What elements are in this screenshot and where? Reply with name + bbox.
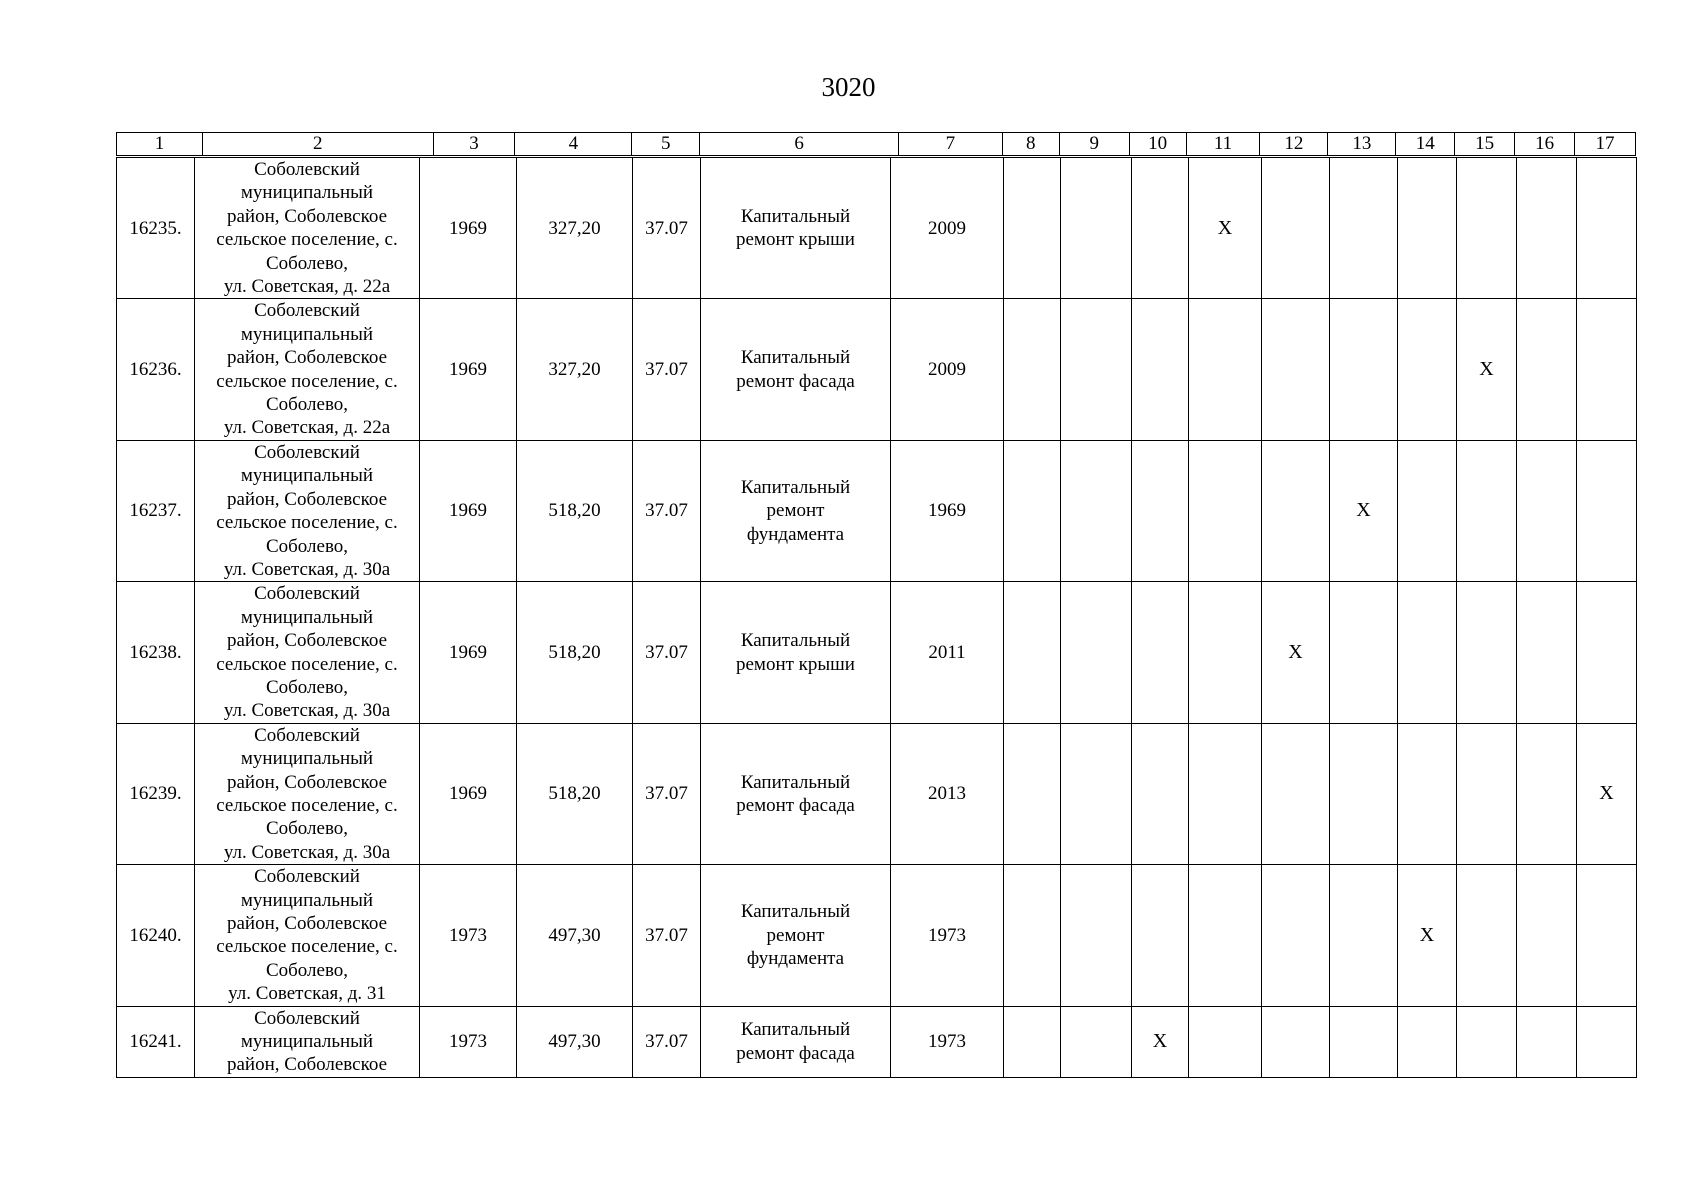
work-type-line: Капитальный [740,901,851,923]
address-line: ул. Советская, д. 22а [223,417,391,439]
area-value: 518,20 [517,440,633,581]
address-line: сельское поселение, с. [216,653,398,675]
mark-cell-col-12 [1262,158,1330,299]
mark-cell-col-11 [1189,1006,1262,1077]
header-cell-11: 11 [1187,133,1261,155]
work-type [701,158,891,299]
mark-cell-col-11 [1189,582,1262,723]
data-table [116,157,1637,1078]
work-type-line: Капитальный [740,771,851,793]
mark-cell-col-14 [1398,1006,1457,1077]
header-cell-13: 13 [1328,133,1396,155]
address-line: муниципальный [240,748,374,770]
address-line: Соболевский [254,159,360,180]
mark-cell-col-10 [1132,158,1189,299]
work-year: 2011 [891,582,1004,723]
table-row [117,723,1637,864]
mark-cell-col-17 [1577,299,1637,440]
work-type-line: ремонт крыши [736,229,855,251]
header-cell-4: 4 [515,133,632,155]
mark-cell-col-15 [1457,158,1517,299]
work-type [701,1006,891,1077]
mark-cell-col-17 [1577,582,1637,723]
mark-cell-col-11 [1189,299,1262,440]
mark-cell-col-15 [1457,299,1517,440]
year-built: 1969 [420,440,517,581]
address-line: муниципальный [240,323,374,345]
mark-cell-col-15 [1457,582,1517,723]
work-year: 2009 [891,299,1004,440]
address-line: Соболево, [265,676,349,698]
address-line: Соболево, [265,818,349,840]
address-line: Соболевский [254,583,360,605]
address-line: сельское поселение, с. [216,794,398,816]
year-built: 1969 [420,582,517,723]
work-year: 1973 [891,865,1004,1006]
x-mark: X [1599,782,1614,805]
x-mark: X [1356,499,1371,522]
address-line: район, Соболевское [227,1054,387,1076]
mark-cell-col-17 [1577,158,1637,299]
address-line: район, Соболевское [227,913,387,934]
mark-cell-col-8 [1004,865,1061,1006]
address-line: муниципальный [240,1031,374,1053]
row-number: 16241. [117,1006,195,1077]
address-line: Соболевский [254,441,360,463]
mark-cell-col-13 [1330,440,1398,581]
work-type-line: Капитальный [740,1019,851,1041]
mark-cell-col-9 [1061,582,1132,723]
header-cell-16: 16 [1515,133,1575,155]
address-cell [195,299,420,440]
mark-cell-col-14 [1398,865,1457,1006]
mark-cell-col-16 [1517,299,1577,440]
table-row [117,582,1637,723]
year-built: 1969 [420,723,517,864]
mark-cell-col-16 [1517,582,1577,723]
area-value: 327,20 [517,299,633,440]
area-value: 497,30 [517,865,633,1006]
x-mark: X [1479,357,1494,380]
address-line: район, Соболевское [227,347,387,369]
mark-cell-col-14 [1398,299,1457,440]
address-line: ул. Советская, д. 31 [228,983,386,1005]
mark-cell-col-15 [1457,440,1517,581]
work-type-line: ремонт [766,924,825,946]
year-built: 1969 [420,299,517,440]
code-value: 37.07 [633,158,701,299]
work-type-line: ремонт фасада [736,370,855,392]
mark-cell-col-14 [1398,582,1457,723]
mark-cell-col-8 [1004,723,1061,864]
mark-cell-col-9 [1061,1006,1132,1077]
work-type-line: Капитальный [740,476,851,498]
work-type-line: ремонт [766,500,825,522]
mark-cell-col-12 [1262,582,1330,723]
x-mark: X [1152,1029,1168,1052]
table-row [117,158,1637,299]
address-line: муниципальный [240,606,374,628]
address-line: муниципальный [240,889,374,911]
mark-cell-col-16 [1517,1006,1577,1077]
mark-cell-col-8 [1004,158,1061,299]
header-cell-12: 12 [1260,133,1328,155]
mark-cell-col-12 [1262,1006,1330,1077]
table-row [117,440,1637,581]
address-line: сельское поселение, с. [216,936,398,958]
address-line: Соболевский [254,724,360,746]
work-year: 2013 [891,723,1004,864]
mark-cell-col-16 [1517,440,1577,581]
address-line: ул. Советская, д. 30а [223,558,391,580]
header-cell-8: 8 [1003,133,1060,155]
header-cell-9: 9 [1060,133,1130,155]
address-cell [195,865,420,1006]
table-row [117,299,1637,440]
address-line: Соболево, [265,959,349,981]
address-cell [195,1006,420,1077]
address-line: ул. Советская, д. 30а [223,841,391,863]
area-value: 327,20 [517,158,633,299]
mark-cell-col-11 [1189,158,1262,299]
address-line: Соболевский [254,300,360,322]
mark-cell-col-15 [1457,865,1517,1006]
work-year: 1969 [891,440,1004,581]
code-value: 37.07 [633,582,701,723]
work-type-line: Капитальный [740,630,851,652]
header-cell-10: 10 [1130,133,1187,155]
mark-cell-col-10 [1132,865,1189,1006]
mark-cell-col-12 [1262,299,1330,440]
mark-cell-col-17 [1577,865,1637,1006]
header-cell-15: 15 [1455,133,1515,155]
mark-cell-col-14 [1398,723,1457,864]
work-type-line: ремонт фасада [736,794,855,816]
address-line: район, Соболевское [227,205,387,227]
address-line: район, Соболевское [227,488,387,510]
year-built: 1973 [420,865,517,1006]
address-line: Соболевский [254,866,360,888]
address-line: муниципальный [240,182,374,204]
mark-cell-col-10 [1132,723,1189,864]
work-type [701,723,891,864]
row-number: 16240. [117,865,195,1006]
mark-cell-col-13 [1330,723,1398,864]
work-type [701,865,891,1006]
address-line: Соболево, [265,252,349,274]
work-type-line: ремонт крыши [736,653,855,675]
mark-cell-col-17 [1577,1006,1637,1077]
mark-cell-col-13 [1330,865,1398,1006]
address-line: Соболево, [265,535,349,557]
mark-cell-col-17 [1577,440,1637,581]
mark-cell-col-13 [1330,299,1398,440]
address-line: Соболевский [254,1007,360,1029]
mark-cell-col-13 [1330,158,1398,299]
code-value: 37.07 [633,723,701,864]
mark-cell-col-14 [1398,440,1457,581]
work-type-line: ремонт фасада [736,1042,855,1064]
table-header-row [116,132,1636,156]
mark-cell-col-10 [1132,299,1189,440]
table-row [117,1006,1637,1077]
address-line: ул. Советская, д. 22а [223,276,391,298]
address-line: сельское поселение, с. [216,229,398,251]
mark-cell-col-13 [1330,582,1398,723]
mark-cell-col-8 [1004,1006,1061,1077]
header-cell-7: 7 [899,133,1003,155]
header-cell-17: 17 [1595,133,1615,154]
mark-cell-col-9 [1061,723,1132,864]
year-built: 1973 [420,1006,517,1077]
row-number: 16239. [117,723,195,864]
mark-cell-col-9 [1061,299,1132,440]
x-mark: X [1419,923,1435,946]
work-type [701,582,891,723]
row-number: 16238. [117,582,195,723]
mark-cell-col-11 [1189,723,1262,864]
mark-cell-col-16 [1517,158,1577,299]
mark-cell-col-10 [1132,582,1189,723]
mark-cell-col-11 [1189,865,1262,1006]
mark-cell-col-12 [1262,723,1330,864]
row-number: 16235. [117,158,195,299]
year-built: 1969 [420,158,517,299]
header-cell-2: 2 [203,133,434,155]
header-cell-1: 1 [117,133,203,155]
address-line: Соболево, [265,394,349,416]
work-type [701,299,891,440]
row-number: 16237. [117,440,195,581]
area-value: 518,20 [517,723,633,864]
work-type-line: Капитальный [740,205,851,227]
address-cell [195,582,420,723]
code-value: 37.07 [633,299,701,440]
work-year: 1973 [891,1006,1004,1077]
mark-cell-col-10 [1132,1006,1189,1077]
mark-cell-col-16 [1517,865,1577,1006]
mark-cell-col-8 [1004,440,1061,581]
mark-cell-col-17 [1577,723,1637,864]
table-row [117,865,1637,1006]
work-type-line: фундамента [746,523,845,545]
mark-cell-col-13 [1330,1006,1398,1077]
mark-cell-col-8 [1004,299,1061,440]
page-number: 3020 [821,72,876,102]
code-value: 37.07 [633,865,701,1006]
header-cell-5: 5 [632,133,700,155]
address-line: сельское поселение, с. [216,512,398,534]
mark-cell-col-12 [1262,865,1330,1006]
mark-cell-col-16 [1517,723,1577,864]
mark-cell-col-14 [1398,158,1457,299]
mark-cell-col-9 [1061,865,1132,1006]
address-cell [195,723,420,864]
mark-cell-col-11 [1189,440,1262,581]
area-value: 518,20 [517,582,633,723]
address-line: район, Соболевское [227,630,387,652]
header-cell-3: 3 [434,133,516,155]
code-value: 37.07 [633,440,701,581]
x-mark: X [1288,640,1303,663]
mark-cell-col-9 [1061,440,1132,581]
address-line: сельское поселение, с. [216,370,398,392]
code-value: 37.07 [633,1006,701,1077]
work-type-line: Капитальный [740,347,851,369]
mark-cell-col-10 [1132,440,1189,581]
address-line: ул. Советская, д. 30а [223,700,391,722]
header-cell-14: 14 [1396,133,1455,155]
mark-cell-col-15 [1457,723,1517,864]
row-number: 16236. [117,299,195,440]
work-type-line: фундамента [746,948,845,970]
address-cell [195,440,420,581]
address-line: муниципальный [240,465,374,487]
mark-cell-col-9 [1061,158,1132,299]
header-cell-6: 6 [700,133,899,155]
work-type [701,440,891,581]
address-line: район, Соболевское [227,771,387,793]
mark-cell-col-15 [1457,1006,1517,1077]
address-cell [195,158,420,299]
mark-cell-col-12 [1262,440,1330,581]
work-year: 2009 [891,158,1004,299]
x-mark: X [1217,216,1233,239]
mark-cell-col-8 [1004,582,1061,723]
area-value: 497,30 [517,1006,633,1077]
